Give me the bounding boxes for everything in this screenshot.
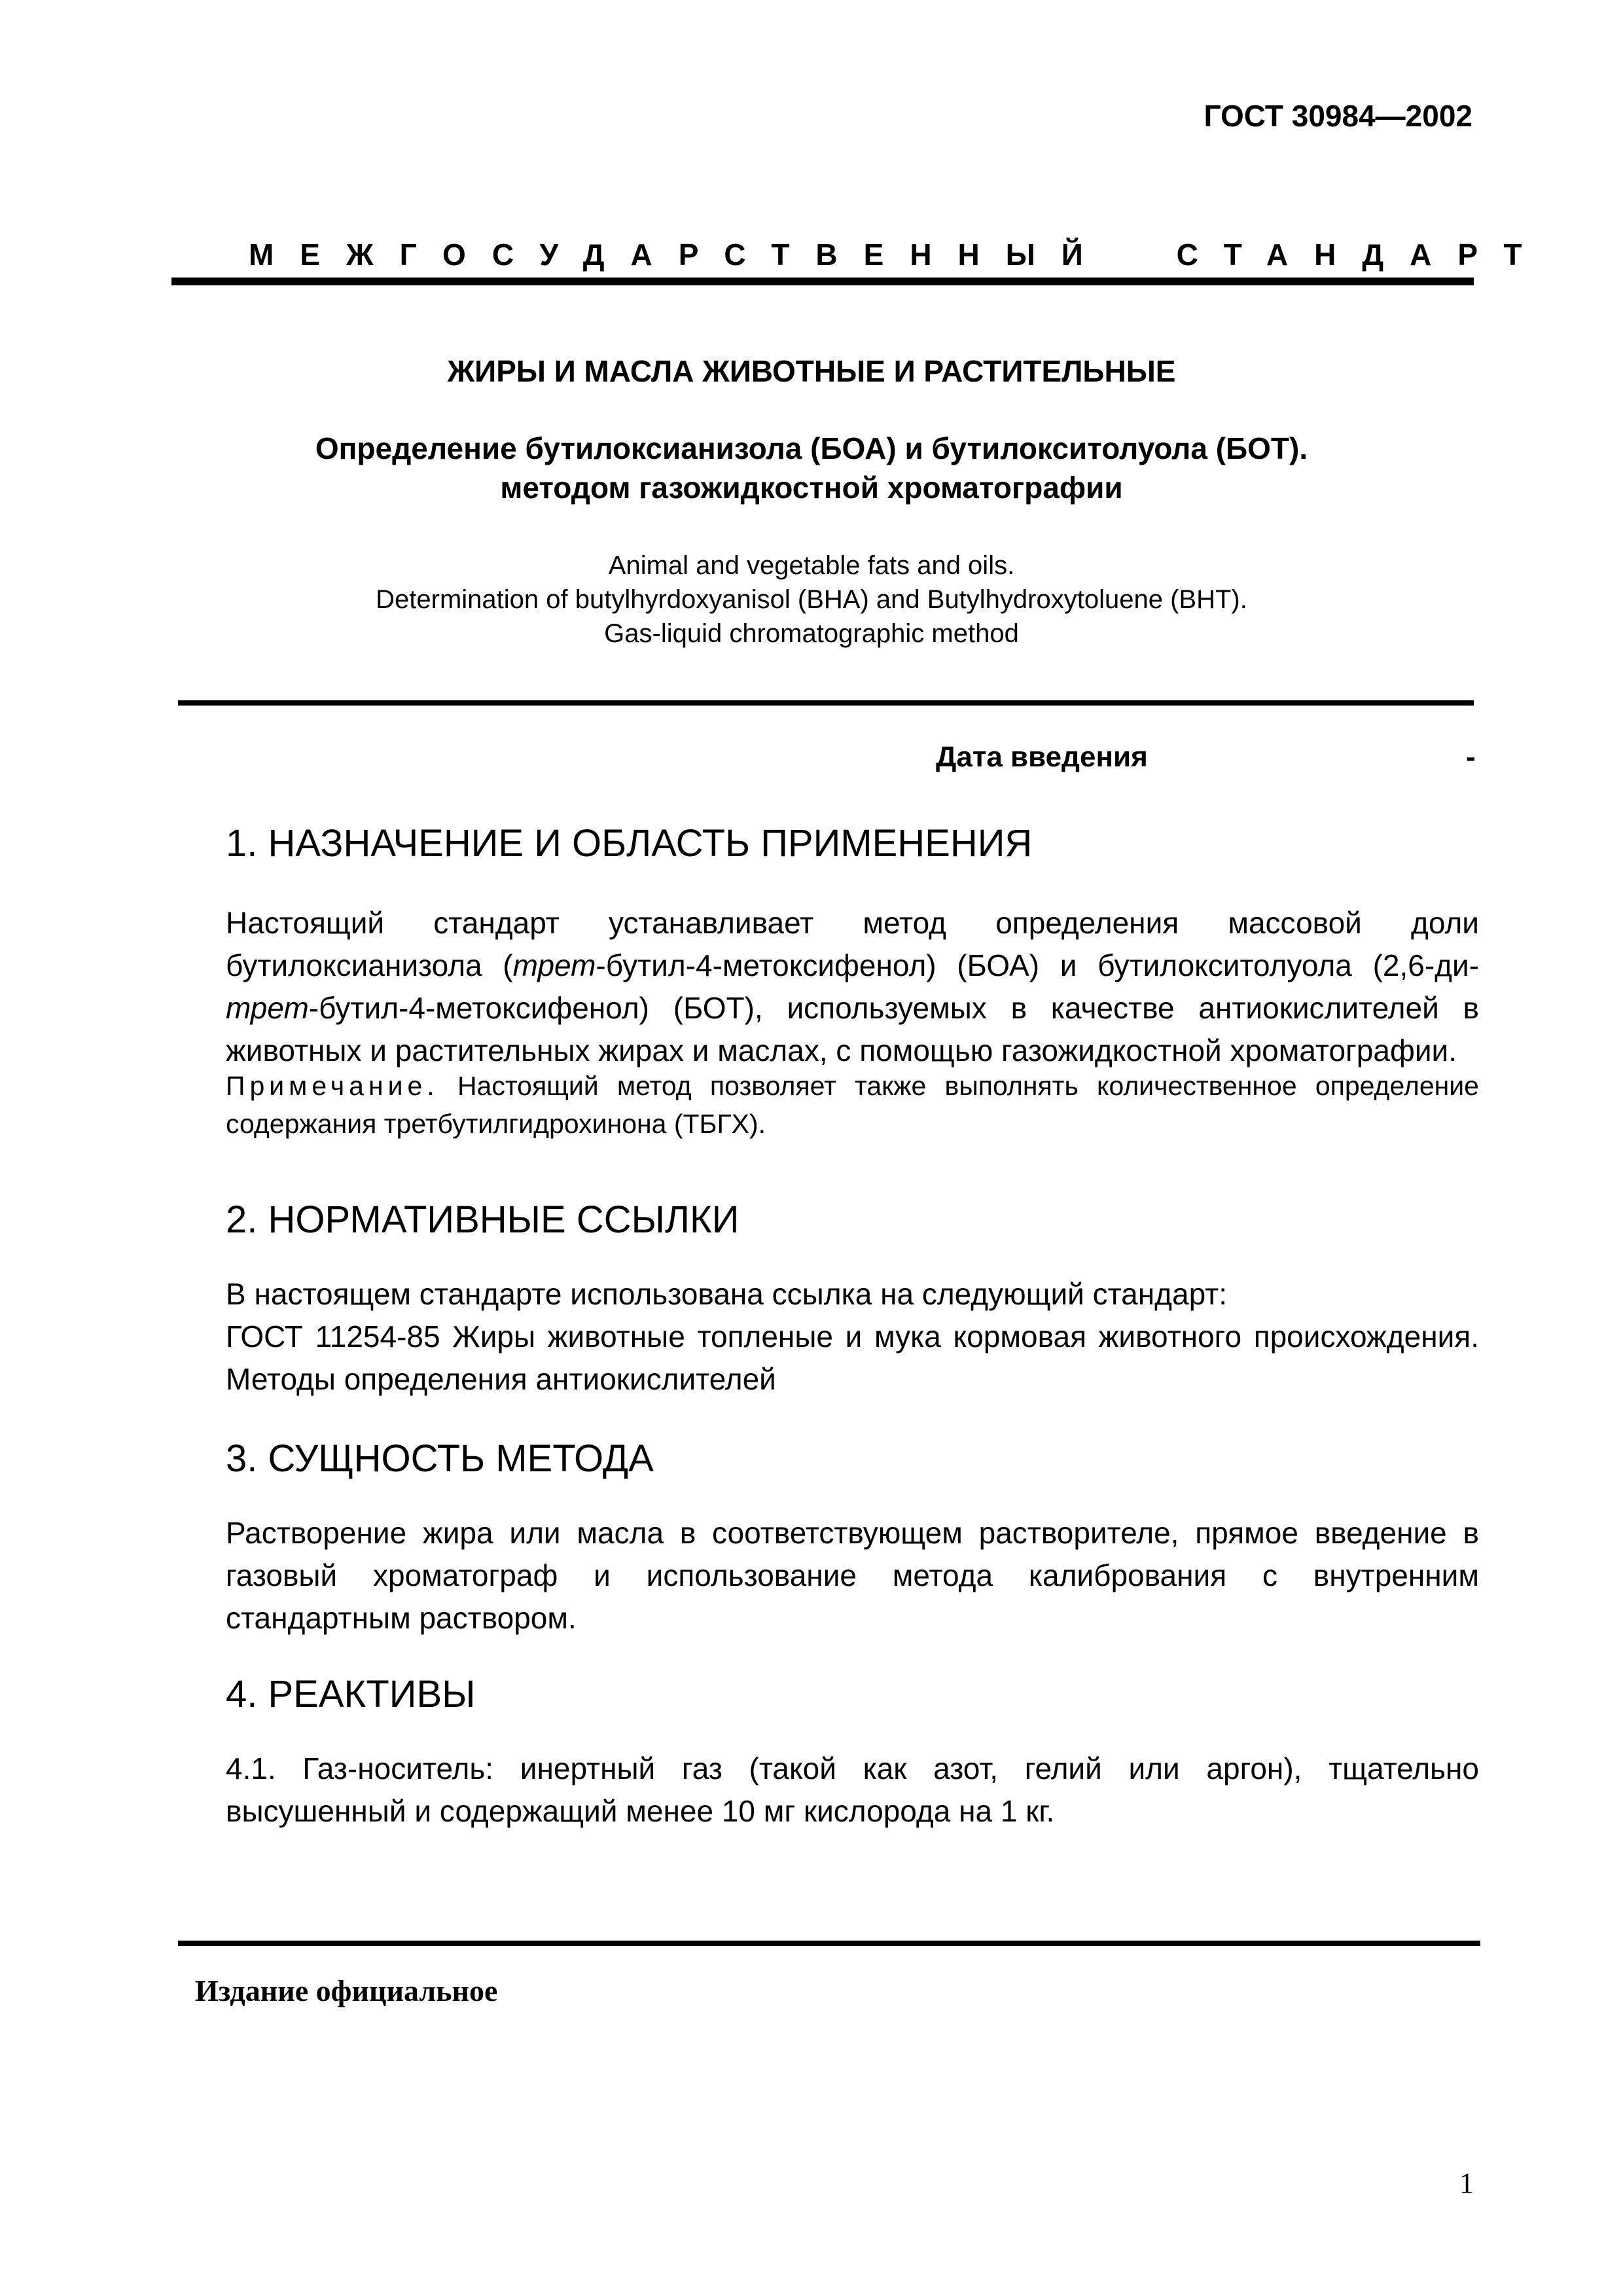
english-title	[0, 548, 1623, 651]
note-label: Примечание.	[226, 1071, 439, 1101]
section-4-title: 4. РЕАКТИВЫ	[226, 1673, 476, 1715]
top-rule	[171, 278, 1474, 285]
document-title: ЖИРЫ И МАСЛА ЖИВОТНЫЕ И РАСТИТЕЛЬНЫЕ	[447, 354, 1176, 388]
page-number: 1	[1459, 2167, 1474, 2199]
section-1-text-b: -бутил-4-метоксифенол) (БОА) и бутилокситолуола (2,6-ди-	[596, 948, 1480, 982]
subtitle-line-2: методом газожидкостной хроматографии	[500, 471, 1123, 505]
standard-type-heading: МЕЖГОСУДАРСТВЕННЫЙ СТАНДАРТ	[249, 238, 1548, 272]
section-1-title: 1. НАЗНАЧЕНИЕ И ОБЛАСТЬ ПРИМЕНЕНИЯ	[226, 822, 1033, 865]
intro-date-label: Дата введения	[936, 741, 1148, 773]
official-edition-label: Издание официальное	[195, 1974, 498, 2007]
section-3-title: 3. СУЩНОСТЬ МЕТОДА	[226, 1437, 654, 1480]
footer-rule	[178, 1941, 1480, 1946]
english-title-line-3: Gas-liquid chromatographic method	[604, 619, 1019, 648]
english-title-line-1: Animal and vegetable fats and oils.	[608, 551, 1015, 580]
section-2-title: 2. НОРМАТИВНЫЕ ССЫЛКИ	[226, 1198, 740, 1241]
section-1-italic-2: трет	[226, 991, 309, 1025]
section-2-paragraph-1: В настоящем стандарте использована ссылка на следующий стандарт:	[226, 1277, 1227, 1311]
intro-date-value: -	[1466, 741, 1476, 773]
document-subtitle	[0, 429, 1623, 507]
subtitle-line-1: Определение бутилоксианизола (БОА) и бутилокситолуола (БОТ).	[315, 431, 1308, 465]
section-1-paragraph	[226, 902, 1479, 1072]
note-text: Настоящий метод позволяет также выполнять количественное определение содержания третбутилгидрохинона (ТБГХ).	[226, 1071, 1479, 1139]
section-1-text-a: Настоящий стандарт устанавливает метод определения массовой доли бутилоксианизола (	[226, 906, 1479, 982]
title-rule	[178, 700, 1474, 706]
section-1-text-c: -бутил-4-метоксифенол) (БОТ), используемых в качестве антиокислителей в животных и растительных жирах и маслах, с помощью газожидкостной хроматографии.	[226, 991, 1479, 1067]
gost-id: ГОСТ 30984—2002	[1204, 99, 1472, 133]
section-4-paragraph: 4.1. Газ-носитель: инертный газ (такой как азот, гелий или аргон), тщательно высушенный и содержащий менее 10 мг кислорода на 1 кг.	[226, 1751, 1479, 1828]
english-title-line-2: Determination of butylhyrdoxyanisol (BHA) and Butylhydroxytoluene (BHT).	[376, 585, 1247, 614]
section-2-paragraph-2: ГОСТ 11254-85 Жиры животные топленые и мука кормовая животного происхождения. Методы определения антиокислителей	[226, 1319, 1479, 1396]
section-3-paragraph: Растворение жира или масла в соответствующем растворителе, прямое введение в газовый хроматограф и использование метода калибрования с внутренним стандартным раствором.	[226, 1516, 1479, 1635]
section-1-note	[226, 1067, 1479, 1143]
section-1-italic-1: трет	[512, 948, 596, 982]
